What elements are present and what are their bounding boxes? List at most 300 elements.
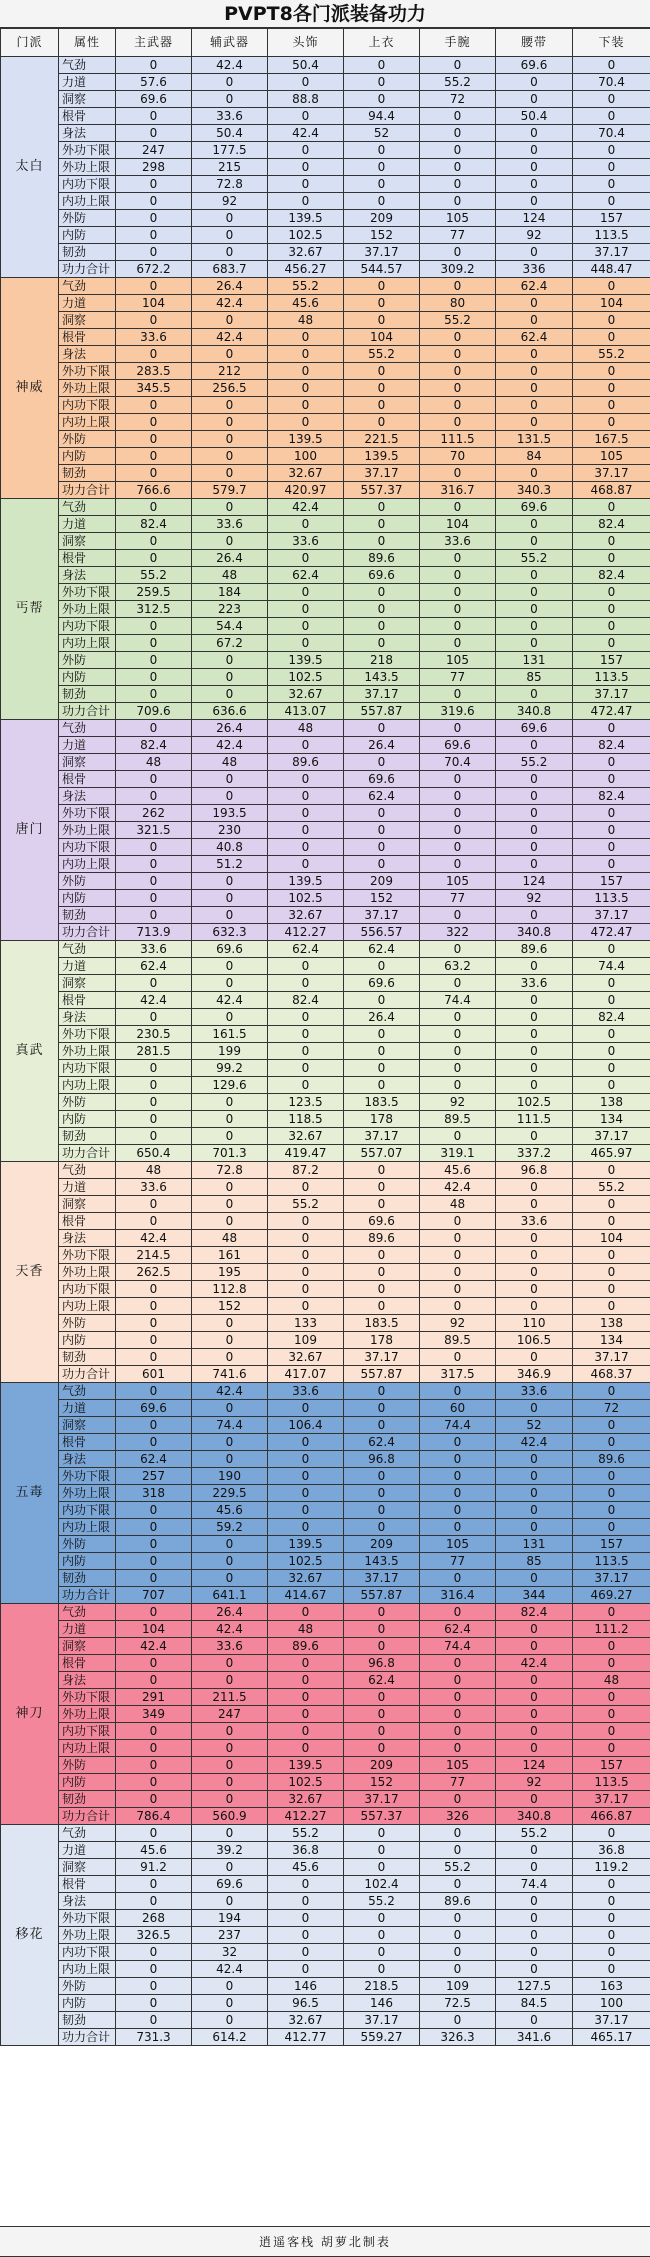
value-cell: 0 xyxy=(116,176,192,193)
value-cell: 0 xyxy=(344,1247,420,1264)
value-cell: 52 xyxy=(344,125,420,142)
value-cell: 0 xyxy=(344,193,420,210)
value-cell: 0 xyxy=(573,1060,650,1077)
value-cell: 0 xyxy=(496,142,573,159)
value-cell: 0 xyxy=(192,431,268,448)
value-cell: 37.17 xyxy=(573,2012,650,2029)
value-cell: 77 xyxy=(420,227,496,244)
value-cell: 0 xyxy=(344,295,420,312)
value-cell: 85 xyxy=(496,669,573,686)
table-row xyxy=(1,227,650,244)
value-cell: 133 xyxy=(268,1315,344,1332)
value-cell: 0 xyxy=(573,1723,650,1740)
attribute-label: 外防 xyxy=(59,652,116,669)
total-row xyxy=(1,1808,650,1825)
attribute-label: 外功上限 xyxy=(59,822,116,839)
value-cell: 0 xyxy=(344,618,420,635)
value-cell: 0 xyxy=(496,516,573,533)
value-cell: 0 xyxy=(344,74,420,91)
value-cell: 42.4 xyxy=(192,57,268,74)
table-row xyxy=(1,448,650,465)
attribute-label: 根骨 xyxy=(59,992,116,1009)
value-cell: 0 xyxy=(116,1383,192,1400)
value-cell: 0 xyxy=(116,1740,192,1757)
value-cell: 62.4 xyxy=(420,1621,496,1638)
attribute-label: 功力合计 xyxy=(59,482,116,499)
value-cell: 32.67 xyxy=(268,1128,344,1145)
value-cell: 0 xyxy=(496,414,573,431)
value-cell: 0 xyxy=(573,312,650,329)
attribute-label: 功力合计 xyxy=(59,1587,116,1604)
column-header: 上衣 xyxy=(344,29,420,57)
value-cell: 45.6 xyxy=(116,1842,192,1859)
attribute-label: 外功上限 xyxy=(59,601,116,618)
value-cell: 139.5 xyxy=(268,431,344,448)
value-cell: 70 xyxy=(420,448,496,465)
attribute-label: 外防 xyxy=(59,1757,116,1774)
value-cell: 33.6 xyxy=(268,1383,344,1400)
value-cell: 0 xyxy=(192,346,268,363)
value-cell: 37.17 xyxy=(344,1128,420,1145)
value-cell: 0 xyxy=(573,414,650,431)
value-cell: 468.87 xyxy=(573,482,650,499)
value-cell: 0 xyxy=(496,1927,573,1944)
value-cell: 0 xyxy=(420,584,496,601)
value-cell: 69.6 xyxy=(496,499,573,516)
value-cell: 0 xyxy=(573,1638,650,1655)
value-cell: 105 xyxy=(420,210,496,227)
value-cell: 0 xyxy=(344,1026,420,1043)
value-cell: 0 xyxy=(496,1859,573,1876)
table-row xyxy=(1,1621,650,1638)
attribute-label: 气劲 xyxy=(59,1383,116,1400)
attribute-label: 外功下限 xyxy=(59,584,116,601)
value-cell: 0 xyxy=(573,533,650,550)
value-cell: 0 xyxy=(116,57,192,74)
value-cell: 0 xyxy=(344,1162,420,1179)
value-cell: 37.17 xyxy=(573,907,650,924)
value-cell: 0 xyxy=(573,1417,650,1434)
value-cell: 0 xyxy=(420,1672,496,1689)
value-cell: 0 xyxy=(116,414,192,431)
value-cell: 0 xyxy=(116,1757,192,1774)
value-cell: 0 xyxy=(116,125,192,142)
value-cell: 0 xyxy=(268,1876,344,1893)
attribute-label: 外功上限 xyxy=(59,380,116,397)
value-cell: 0 xyxy=(420,1655,496,1672)
value-cell: 143.5 xyxy=(344,1553,420,1570)
table-row xyxy=(1,686,650,703)
value-cell: 0 xyxy=(116,873,192,890)
table-row xyxy=(1,499,650,516)
value-cell: 72 xyxy=(420,91,496,108)
value-cell: 104 xyxy=(116,295,192,312)
value-cell: 178 xyxy=(344,1332,420,1349)
value-cell: 0 xyxy=(192,1995,268,2012)
value-cell: 0 xyxy=(192,1094,268,1111)
value-cell: 0 xyxy=(420,1247,496,1264)
value-cell: 247 xyxy=(116,142,192,159)
value-cell: 283.5 xyxy=(116,363,192,380)
total-row xyxy=(1,1145,650,1162)
value-cell: 33.6 xyxy=(268,533,344,550)
value-cell: 0 xyxy=(192,873,268,890)
value-cell: 340.3 xyxy=(496,482,573,499)
value-cell: 157 xyxy=(573,1757,650,1774)
value-cell: 223 xyxy=(192,601,268,618)
attribute-label: 功力合计 xyxy=(59,1366,116,1383)
value-cell: 0 xyxy=(268,346,344,363)
value-cell: 0 xyxy=(344,1927,420,1944)
value-cell: 0 xyxy=(420,822,496,839)
value-cell: 786.4 xyxy=(116,1808,192,1825)
value-cell: 0 xyxy=(573,771,650,788)
table-row xyxy=(1,1094,650,1111)
value-cell: 62.4 xyxy=(344,941,420,958)
value-cell: 33.6 xyxy=(116,941,192,958)
value-cell: 0 xyxy=(496,1026,573,1043)
value-cell: 134 xyxy=(573,1111,650,1128)
value-cell: 465.17 xyxy=(573,2029,650,2046)
value-cell: 0 xyxy=(344,1825,420,1842)
value-cell: 0 xyxy=(496,1791,573,1808)
value-cell: 32.67 xyxy=(268,1791,344,1808)
value-cell: 0 xyxy=(420,278,496,295)
value-cell: 0 xyxy=(573,499,650,516)
value-cell: 0 xyxy=(420,1519,496,1536)
value-cell: 0 xyxy=(496,295,573,312)
value-cell: 0 xyxy=(268,1009,344,1026)
value-cell: 26.4 xyxy=(344,737,420,754)
table-row xyxy=(1,1417,650,1434)
value-cell: 157 xyxy=(573,210,650,227)
value-cell: 48 xyxy=(573,1672,650,1689)
attribute-label: 洞察 xyxy=(59,533,116,550)
value-cell: 131.5 xyxy=(496,431,573,448)
value-cell: 89.6 xyxy=(268,754,344,771)
value-cell: 33.6 xyxy=(496,975,573,992)
value-cell: 152 xyxy=(344,227,420,244)
table-row xyxy=(1,74,650,91)
value-cell: 167.5 xyxy=(573,431,650,448)
value-cell: 37.17 xyxy=(573,244,650,261)
value-cell: 672.2 xyxy=(116,261,192,278)
value-cell: 37.17 xyxy=(344,1791,420,1808)
value-cell: 456.27 xyxy=(268,261,344,278)
value-cell: 0 xyxy=(268,1519,344,1536)
value-cell: 0 xyxy=(116,1094,192,1111)
attribute-label: 气劲 xyxy=(59,1825,116,1842)
value-cell: 0 xyxy=(496,992,573,1009)
value-cell: 42.4 xyxy=(496,1434,573,1451)
value-cell: 55.2 xyxy=(420,312,496,329)
value-cell: 701.3 xyxy=(192,1145,268,1162)
value-cell: 37.17 xyxy=(344,907,420,924)
value-cell: 0 xyxy=(496,1740,573,1757)
value-cell: 0 xyxy=(573,1468,650,1485)
value-cell: 0 xyxy=(420,1689,496,1706)
value-cell: 0 xyxy=(496,1621,573,1638)
value-cell: 89.5 xyxy=(420,1332,496,1349)
value-cell: 89.6 xyxy=(573,1451,650,1468)
value-cell: 0 xyxy=(420,618,496,635)
value-cell: 85 xyxy=(496,1553,573,1570)
value-cell: 0 xyxy=(573,1927,650,1944)
value-cell: 766.6 xyxy=(116,482,192,499)
value-cell: 26.4 xyxy=(192,1604,268,1621)
value-cell: 37.17 xyxy=(573,1791,650,1808)
value-cell: 0 xyxy=(344,176,420,193)
value-cell: 0 xyxy=(344,601,420,618)
value-cell: 0 xyxy=(573,1502,650,1519)
table-row xyxy=(1,2012,650,2029)
value-cell: 0 xyxy=(268,142,344,159)
value-cell: 0 xyxy=(573,159,650,176)
value-cell: 0 xyxy=(420,771,496,788)
value-cell: 257 xyxy=(116,1468,192,1485)
value-cell: 42.4 xyxy=(116,1230,192,1247)
value-cell: 55.2 xyxy=(344,346,420,363)
value-cell: 69.6 xyxy=(420,737,496,754)
value-cell: 557.37 xyxy=(344,482,420,499)
value-cell: 0 xyxy=(496,346,573,363)
value-cell: 0 xyxy=(268,822,344,839)
value-cell: 0 xyxy=(192,74,268,91)
table-row xyxy=(1,329,650,346)
value-cell: 0 xyxy=(496,788,573,805)
value-cell: 0 xyxy=(496,686,573,703)
value-cell: 0 xyxy=(496,2012,573,2029)
value-cell: 0 xyxy=(116,312,192,329)
value-cell: 0 xyxy=(344,363,420,380)
sect-name: 移花 xyxy=(1,1825,59,2046)
value-cell: 0 xyxy=(496,1298,573,1315)
value-cell: 0 xyxy=(496,1043,573,1060)
value-cell: 641.1 xyxy=(192,1587,268,1604)
value-cell: 37.17 xyxy=(344,1570,420,1587)
value-cell: 48 xyxy=(192,567,268,584)
value-cell: 0 xyxy=(268,1434,344,1451)
value-cell: 0 xyxy=(268,635,344,652)
attribute-label: 力道 xyxy=(59,295,116,312)
value-cell: 109 xyxy=(420,1978,496,1995)
value-cell: 0 xyxy=(496,176,573,193)
table-row xyxy=(1,1060,650,1077)
value-cell: 69.6 xyxy=(496,57,573,74)
attribute-label: 力道 xyxy=(59,1179,116,1196)
sect-name: 唐门 xyxy=(1,720,59,941)
value-cell: 0 xyxy=(116,550,192,567)
table-row xyxy=(1,278,650,295)
value-cell: 0 xyxy=(496,1060,573,1077)
value-cell: 0 xyxy=(192,91,268,108)
value-cell: 92 xyxy=(192,193,268,210)
value-cell: 105 xyxy=(420,1757,496,1774)
value-cell: 33.6 xyxy=(192,108,268,125)
value-cell: 0 xyxy=(496,125,573,142)
attribute-label: 内功下限 xyxy=(59,1723,116,1740)
table-row xyxy=(1,1400,650,1417)
value-cell: 0 xyxy=(192,448,268,465)
value-cell: 0 xyxy=(116,1519,192,1536)
value-cell: 113.5 xyxy=(573,227,650,244)
table-row xyxy=(1,125,650,142)
value-cell: 0 xyxy=(420,601,496,618)
value-cell: 0 xyxy=(116,652,192,669)
attribute-label: 内功上限 xyxy=(59,1077,116,1094)
value-cell: 102.5 xyxy=(268,1553,344,1570)
value-cell: 0 xyxy=(192,1128,268,1145)
value-cell: 33.6 xyxy=(192,516,268,533)
value-cell: 0 xyxy=(420,1434,496,1451)
value-cell: 579.7 xyxy=(192,482,268,499)
attribute-label: 力道 xyxy=(59,74,116,91)
value-cell: 0 xyxy=(116,1825,192,1842)
value-cell: 111.5 xyxy=(496,1111,573,1128)
attribute-label: 根骨 xyxy=(59,108,116,125)
value-cell: 0 xyxy=(192,771,268,788)
value-cell: 0 xyxy=(496,1247,573,1264)
value-cell: 89.6 xyxy=(420,1893,496,1910)
value-cell: 0 xyxy=(420,1723,496,1740)
value-cell: 0 xyxy=(116,720,192,737)
value-cell: 0 xyxy=(268,1910,344,1927)
table-row xyxy=(1,431,650,448)
value-cell: 96.5 xyxy=(268,1995,344,2012)
value-cell: 0 xyxy=(496,1723,573,1740)
attribute-label: 力道 xyxy=(59,1400,116,1417)
table-row xyxy=(1,754,650,771)
value-cell: 337.2 xyxy=(496,1145,573,1162)
value-cell: 0 xyxy=(420,1961,496,1978)
value-cell: 0 xyxy=(420,1502,496,1519)
value-cell: 0 xyxy=(344,1621,420,1638)
value-cell: 0 xyxy=(573,1706,650,1723)
value-cell: 0 xyxy=(192,1315,268,1332)
value-cell: 0 xyxy=(192,1196,268,1213)
attribute-label: 功力合计 xyxy=(59,924,116,941)
value-cell: 131 xyxy=(496,652,573,669)
footer-credit: 逍遥客栈 胡萝北制表 xyxy=(0,2226,650,2257)
value-cell: 69.6 xyxy=(496,720,573,737)
value-cell: 139.5 xyxy=(268,1536,344,1553)
value-cell: 0 xyxy=(420,193,496,210)
value-cell: 102.5 xyxy=(268,1774,344,1791)
value-cell: 214.5 xyxy=(116,1247,192,1264)
value-cell: 0 xyxy=(573,1825,650,1842)
column-header: 头饰 xyxy=(268,29,344,57)
table-row xyxy=(1,1128,650,1145)
column-header: 属性 xyxy=(59,29,116,57)
value-cell: 0 xyxy=(420,856,496,873)
value-cell: 0 xyxy=(496,193,573,210)
value-cell: 0 xyxy=(496,1264,573,1281)
value-cell: 32.67 xyxy=(268,907,344,924)
value-cell: 0 xyxy=(116,1672,192,1689)
value-cell: 33.6 xyxy=(116,1179,192,1196)
value-cell: 102.4 xyxy=(344,1876,420,1893)
table-row xyxy=(1,1502,650,1519)
value-cell: 341.6 xyxy=(496,2029,573,2046)
value-cell: 0 xyxy=(496,1468,573,1485)
total-row xyxy=(1,1587,650,1604)
value-cell: 0 xyxy=(192,1893,268,1910)
attribute-label: 内防 xyxy=(59,1332,116,1349)
value-cell: 326.3 xyxy=(420,2029,496,2046)
value-cell: 650.4 xyxy=(116,1145,192,1162)
value-cell: 157 xyxy=(573,1536,650,1553)
value-cell: 0 xyxy=(420,397,496,414)
value-cell: 60 xyxy=(420,1400,496,1417)
attribute-label: 力道 xyxy=(59,516,116,533)
value-cell: 37.17 xyxy=(344,2012,420,2029)
value-cell: 139.5 xyxy=(268,652,344,669)
table-row xyxy=(1,465,650,482)
table-row xyxy=(1,856,650,873)
value-cell: 26.4 xyxy=(192,550,268,567)
value-cell: 0 xyxy=(268,805,344,822)
value-cell: 0 xyxy=(573,839,650,856)
value-cell: 0 xyxy=(344,1740,420,1757)
value-cell: 94.4 xyxy=(344,108,420,125)
value-cell: 420.97 xyxy=(268,482,344,499)
value-cell: 104 xyxy=(420,516,496,533)
value-cell: 32.67 xyxy=(268,244,344,261)
value-cell: 161.5 xyxy=(192,1026,268,1043)
value-cell: 0 xyxy=(573,1434,650,1451)
value-cell: 104 xyxy=(116,1621,192,1638)
value-cell: 0 xyxy=(573,1910,650,1927)
value-cell: 0 xyxy=(420,1383,496,1400)
value-cell: 157 xyxy=(573,873,650,890)
value-cell: 91.2 xyxy=(116,1859,192,1876)
value-cell: 36.8 xyxy=(268,1842,344,1859)
table-row xyxy=(1,635,650,652)
value-cell: 0 xyxy=(268,397,344,414)
value-cell: 0 xyxy=(268,737,344,754)
value-cell: 69.6 xyxy=(192,941,268,958)
value-cell: 0 xyxy=(420,329,496,346)
sect-name: 天香 xyxy=(1,1162,59,1383)
table-row xyxy=(1,176,650,193)
attribute-label: 洞察 xyxy=(59,312,116,329)
value-cell: 0 xyxy=(344,720,420,737)
attribute-label: 外功上限 xyxy=(59,1927,116,1944)
value-cell: 0 xyxy=(496,771,573,788)
value-cell: 0 xyxy=(116,907,192,924)
value-cell: 0 xyxy=(496,91,573,108)
value-cell: 0 xyxy=(344,1723,420,1740)
table-row xyxy=(1,601,650,618)
value-cell: 74.4 xyxy=(420,1638,496,1655)
value-cell: 0 xyxy=(116,1128,192,1145)
value-cell: 96.8 xyxy=(344,1655,420,1672)
value-cell: 229.5 xyxy=(192,1485,268,1502)
value-cell: 0 xyxy=(344,1400,420,1417)
table-row xyxy=(1,890,650,907)
value-cell: 92 xyxy=(496,890,573,907)
value-cell: 178 xyxy=(344,1111,420,1128)
value-cell: 0 xyxy=(116,839,192,856)
value-cell: 0 xyxy=(268,1077,344,1094)
table-row xyxy=(1,1332,650,1349)
attribute-label: 外功上限 xyxy=(59,1264,116,1281)
table-row xyxy=(1,873,650,890)
value-cell: 632.3 xyxy=(192,924,268,941)
attribute-label: 内防 xyxy=(59,1111,116,1128)
table-row xyxy=(1,1026,650,1043)
value-cell: 0 xyxy=(420,159,496,176)
